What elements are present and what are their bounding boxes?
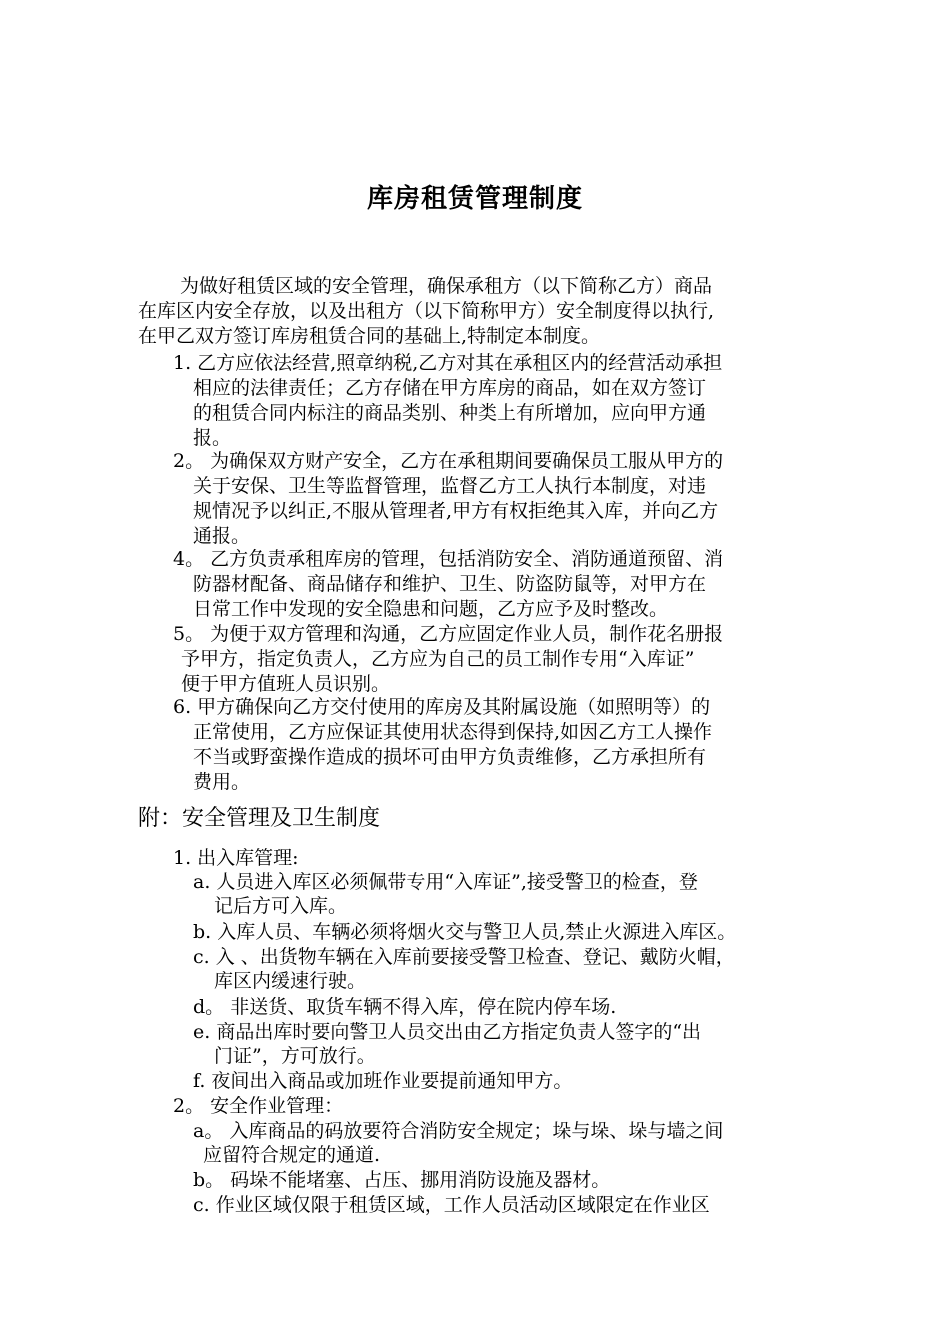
appendix-line: a。 入库商品的码放要符合消防安全规定；垛与垛、垛与墙之间 <box>193 1120 724 1142</box>
clause-line: 4。 乙方负责承租库房的管理，包括消防安全、消防通道预留、消 <box>173 548 724 570</box>
appendix-line: d。 非送货、取货车辆不得入库，停在院内停车场. <box>193 996 617 1018</box>
clause-line: 费用。 <box>193 771 251 793</box>
clause-line: 2。 为确保双方财产安全，乙方在承租期间要确保员工服从甲方的 <box>173 450 724 472</box>
clause-line: 报。 <box>193 427 232 449</box>
clause-line: 5。 为便于双方管理和沟通，乙方应固定作业人员，制作花名册报 <box>173 623 724 645</box>
clause-line: 日常工作中发现的安全隐患和问题，乙方应予及时整改。 <box>193 598 669 620</box>
clause-line: 6. 甲方确保向乙方交付使用的库房及其附属设施（如照明等）的 <box>173 696 711 718</box>
appendix-line: 门证”，方可放行。 <box>214 1045 376 1067</box>
clause-line: 防器材配备、商品储存和维护、卫生、防盗防鼠等，对甲方在 <box>193 573 707 595</box>
appendix-line: 应留符合规定的通道. <box>203 1144 381 1166</box>
appendix-line: e. 商品出库时要向警卫人员交出由乙方指定负责人签字的“出 <box>193 1021 702 1043</box>
appendix-line: b. 入库人员、车辆必须将烟火交与警卫人员,禁止火源进入库区。 <box>193 921 737 943</box>
appendix-line: 记后方可入库。 <box>214 895 348 917</box>
appendix-line: c. 作业区域仅限于租赁区域，工作人员活动区域限定在作业区 <box>193 1194 710 1216</box>
clause-line: 正常使用，乙方应保证其使用状态得到保持,如因乙方工人操作 <box>193 721 713 743</box>
intro-line: 在甲乙双方签订库房租赁合同的基础上,特制定本制度。 <box>138 325 601 347</box>
appendix-line: 2。 安全作业管理： <box>173 1095 344 1117</box>
appendix-line: 库区内缓速行驶。 <box>214 970 367 992</box>
clause-line: 1. 乙方应依法经营,照章纳税,乙方对其在承租区内的经营活动承担 <box>173 352 723 374</box>
clause-line: 予甲方，指定负责人，乙方应为自己的员工制作专用“入库证” <box>181 648 695 670</box>
appendix-line: a. 人员进入库区必须佩带专用“入库证”,接受警卫的检查，登 <box>193 871 698 893</box>
clause-line: 便于甲方值班人员识别。 <box>181 673 391 695</box>
clause-line: 的租赁合同内标注的商品类别、种类上有所增加，应向甲方通 <box>193 402 707 424</box>
appendix-heading: 附：安全管理及卫生制度 <box>138 806 381 831</box>
appendix-line: f. 夜间出入商品或加班作业要提前通知甲方。 <box>193 1070 573 1092</box>
appendix-line: 1. 出入库管理: <box>173 847 299 869</box>
clause-line: 通报。 <box>193 525 251 547</box>
clause-line: 不当或野蛮操作造成的损坏可由甲方负责维修，乙方承担所有 <box>193 746 707 768</box>
clause-line: 规情况予以纠正,不服从管理者,甲方有权拒绝其入库，并向乙方 <box>193 500 719 522</box>
document-title: 库房租赁管理制度 <box>366 184 583 214</box>
intro-line: 在库区内安全存放，以及出租方（以下简称甲方）安全制度得以执行, <box>138 300 715 322</box>
intro-line: 为做好租赁区域的安全管理，确保承租方（以下简称乙方）商品 <box>180 275 713 297</box>
appendix-line: b。 码垛不能堵塞、占压、挪用消防设施及器材。 <box>193 1169 611 1191</box>
clause-line: 关于安保、卫生等监督管理，监督乙方工人执行本制度，对违 <box>193 475 707 497</box>
clause-line: 相应的法律责任；乙方存储在甲方库房的商品，如在双方签订 <box>193 377 707 399</box>
appendix-line: c. 入 、出货物车辆在入库前要接受警卫检查、登记、戴防火帽， <box>193 946 735 968</box>
